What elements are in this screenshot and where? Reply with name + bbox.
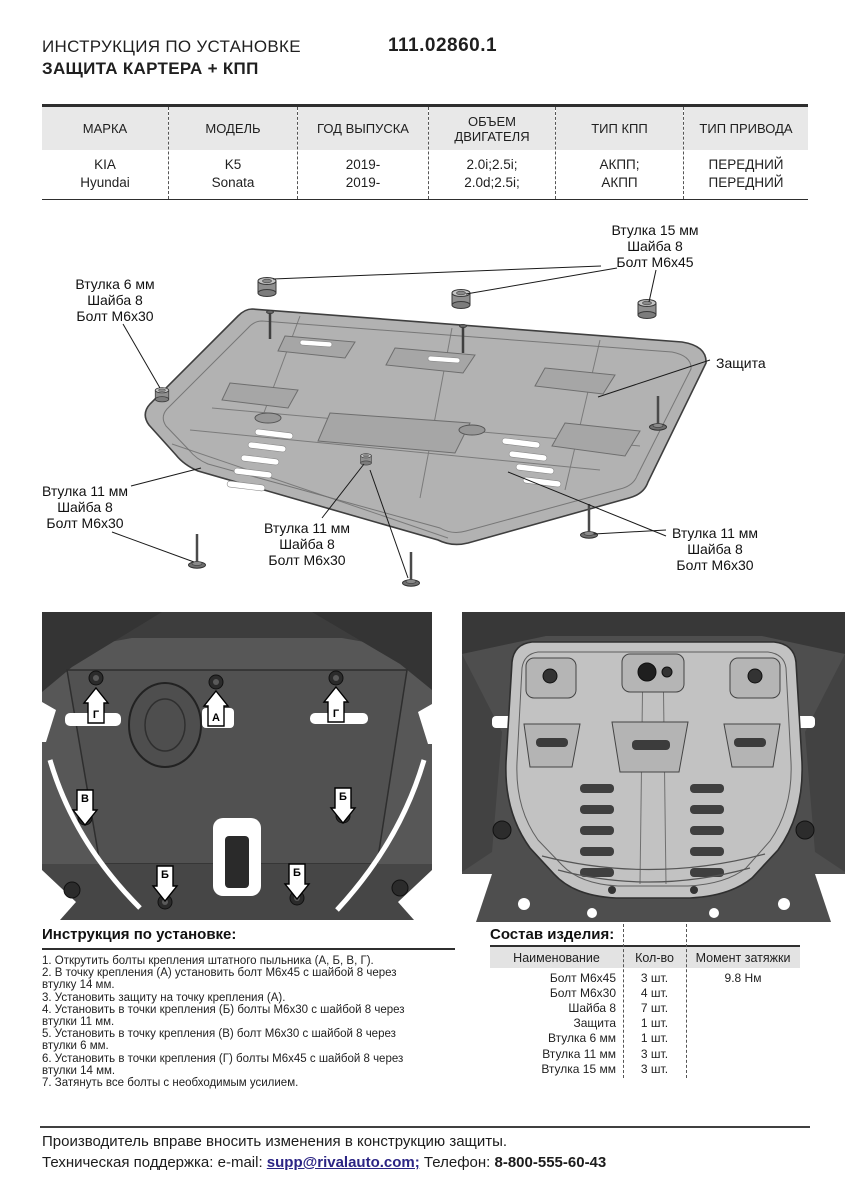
callout-bushing6 <box>55 276 175 324</box>
callout-line: Шайба 8 <box>279 536 335 552</box>
instruction-step: 1. Открутить болты крепления штатного пыльника (А, Б, В, Г). <box>42 955 374 967</box>
spec-values <box>298 150 428 199</box>
callout-line: Болт М6х30 <box>268 552 346 568</box>
spec-header: ОБЪЕМ ДВИГАТЕЛЯ <box>429 107 555 150</box>
footer-note: Производитель вправе вносить изменения в конструкцию защиты. <box>42 1133 508 1150</box>
phone-label: Телефон: <box>419 1154 495 1171</box>
instruction-step: 5. Установить в точку крепления (В) болт М6х30 с шайбой 8 через втулки 6 мм. <box>42 1028 396 1053</box>
part-name: Втулка 15 мм <box>541 1061 616 1076</box>
parts-row <box>490 1016 800 1031</box>
callout-line: Шайба 8 <box>57 499 113 515</box>
spec-values <box>42 150 168 199</box>
parts-title: Состав изделия: <box>490 926 615 943</box>
marker-letter: Б <box>161 869 169 881</box>
callout-line: Шайба 8 <box>627 238 683 254</box>
photo-installed-protection <box>462 612 845 922</box>
support-label: Техническая поддержка: e-mail: <box>42 1154 267 1171</box>
spec-header: ТИП ПРИВОДА <box>684 107 808 150</box>
callout-bushing11-left <box>27 483 143 531</box>
spec-value: АКПП <box>601 175 638 190</box>
doc-title-line2: ЗАЩИТА КАРТЕРА + КПП <box>42 59 259 78</box>
parts-table-header <box>490 947 800 968</box>
callout-line: Втулка 6 мм <box>75 276 155 292</box>
bushing-15mm <box>258 278 276 297</box>
instructions-list <box>42 956 420 1090</box>
callout-line: Болт М6х45 <box>616 254 694 270</box>
photo-stock-underbody <box>42 612 432 920</box>
callout-line: Втулка 11 мм <box>671 525 759 541</box>
spec-value: ПЕРЕДНИЙ <box>708 175 784 190</box>
part-name: Шайба 8 <box>568 1000 616 1015</box>
parts-row <box>490 985 800 1000</box>
bushing-6mm <box>155 388 169 402</box>
marker-letter: Г <box>92 709 100 721</box>
parts-table-body <box>490 970 800 1076</box>
protection-plate-drawing <box>145 309 706 544</box>
parts-header-torque: Момент затяжки <box>695 950 791 965</box>
spec-col-model <box>168 107 297 199</box>
bolt-m6x30 <box>189 534 206 568</box>
instruction-step: 7. Затянуть все болты с необходимым усилием. <box>42 1077 299 1090</box>
spec-value: 2019- <box>345 157 381 172</box>
spec-header: ГОД ВЫПУСКА <box>298 107 428 150</box>
parts-row <box>490 1031 800 1046</box>
spec-col-brand <box>42 107 168 199</box>
marker-letter: Б <box>293 867 301 879</box>
spec-value: Sonata <box>211 175 255 190</box>
callout-plate: Защита <box>716 355 766 371</box>
footer-support-line <box>42 1154 606 1171</box>
spec-col-year <box>297 107 428 199</box>
spec-value: 2019- <box>345 175 381 190</box>
part-qty: 3 шт. <box>640 1046 669 1061</box>
spec-col-gearbox <box>555 107 683 199</box>
spec-values <box>169 150 297 199</box>
callout-bushing15 <box>596 222 714 270</box>
instruction-step: 2. В точку крепления (А) установить болт М6х45 с шайбой 8 через втулку 14 мм. <box>42 967 397 992</box>
instruction-step: 3. Установить защиту на точку крепления (А). <box>42 991 286 1004</box>
bushing-11mm <box>361 454 372 465</box>
callout-line: Болт М6х30 <box>76 308 154 324</box>
footer-divider <box>40 1126 810 1128</box>
part-number: 111.02860.1 <box>388 35 498 56</box>
bushing-15mm <box>452 290 470 309</box>
spec-values <box>556 150 683 199</box>
spec-header: МАРКА <box>42 107 168 150</box>
marker-letter: Г <box>332 708 340 720</box>
parts-row <box>490 1046 800 1061</box>
callout-line: Втулка 11 мм <box>41 483 129 499</box>
instruction-step: 6. Установить в точки крепления (Г) болты М6х45 с шайбой 8 через втулки 14 мм. <box>42 1052 404 1077</box>
spec-col-drive <box>683 107 808 199</box>
marker-letter: А <box>212 712 220 724</box>
support-phone: 8-800-555-60-43 <box>494 1154 607 1171</box>
parts-header-qty: Кол-во <box>635 950 674 965</box>
part-qty: 1 шт. <box>640 1031 669 1046</box>
instructions-divider <box>42 948 455 950</box>
spec-col-engine <box>428 107 555 199</box>
part-torque: 9.8 Нм <box>724 970 762 985</box>
part-name: Втулка 11 мм <box>542 1046 616 1061</box>
instructions-title: Инструкция по установке: <box>42 926 237 943</box>
callout-bushing11-center <box>249 520 365 568</box>
part-qty: 7 шт. <box>640 1000 669 1015</box>
parts-header-name: Наименование <box>513 950 600 965</box>
spec-values <box>684 150 808 199</box>
marker-letter: Б <box>339 791 347 803</box>
callout-bushing11-right <box>657 525 773 573</box>
callout-line: Шайба 8 <box>87 292 143 308</box>
spec-value: 2.0i;2.5i; <box>466 157 518 172</box>
parts-column-divider <box>623 924 624 1078</box>
part-name: Болт М6х45 <box>549 970 616 985</box>
spec-value: Hyundai <box>80 175 130 190</box>
part-name: Болт М6х30 <box>549 985 616 1000</box>
callout-line: Втулка 15 мм <box>611 222 699 238</box>
callout-line: Шайба 8 <box>687 541 743 557</box>
spec-value: 2.0d;2.5i; <box>464 175 520 190</box>
callout-line: Втулка 11 мм <box>263 520 351 536</box>
part-name: Втулка 6 мм <box>547 1031 616 1046</box>
part-qty: 1 шт. <box>640 1016 669 1031</box>
part-name: Защита <box>573 1016 616 1031</box>
spec-value: KIA <box>94 157 116 172</box>
doc-title-line1: ИНСТРУКЦИЯ ПО УСТАНОВКЕ <box>42 37 301 56</box>
spec-header: ТИП КПП <box>556 107 683 150</box>
parts-row <box>490 1000 800 1015</box>
callout-line: Болт М6х30 <box>46 515 124 531</box>
part-qty: 3 шт. <box>640 970 669 985</box>
support-email-link[interactable]: supp@rivalauto.com; <box>266 1154 420 1171</box>
instruction-step: 4. Установить в точки крепления (Б) болты М6х30 с шайбой 8 через втулки 11 мм. <box>42 1004 405 1029</box>
spec-header: МОДЕЛЬ <box>169 107 297 150</box>
part-qty: 3 шт. <box>640 1061 669 1076</box>
installed-plate <box>506 642 802 898</box>
parts-row <box>490 970 800 985</box>
callout-line: Болт М6х30 <box>676 557 754 573</box>
parts-column-divider <box>686 924 687 1078</box>
spec-value: АКПП; <box>599 157 640 172</box>
spec-values <box>429 150 555 199</box>
bushing-15mm <box>638 300 656 319</box>
marker-letter: В <box>81 793 89 805</box>
spec-value: ПЕРЕДНИЙ <box>708 157 784 172</box>
vehicle-spec-table <box>42 104 808 200</box>
parts-row <box>490 1061 800 1076</box>
part-qty: 4 шт. <box>640 985 669 1000</box>
spec-value: K5 <box>224 157 242 172</box>
